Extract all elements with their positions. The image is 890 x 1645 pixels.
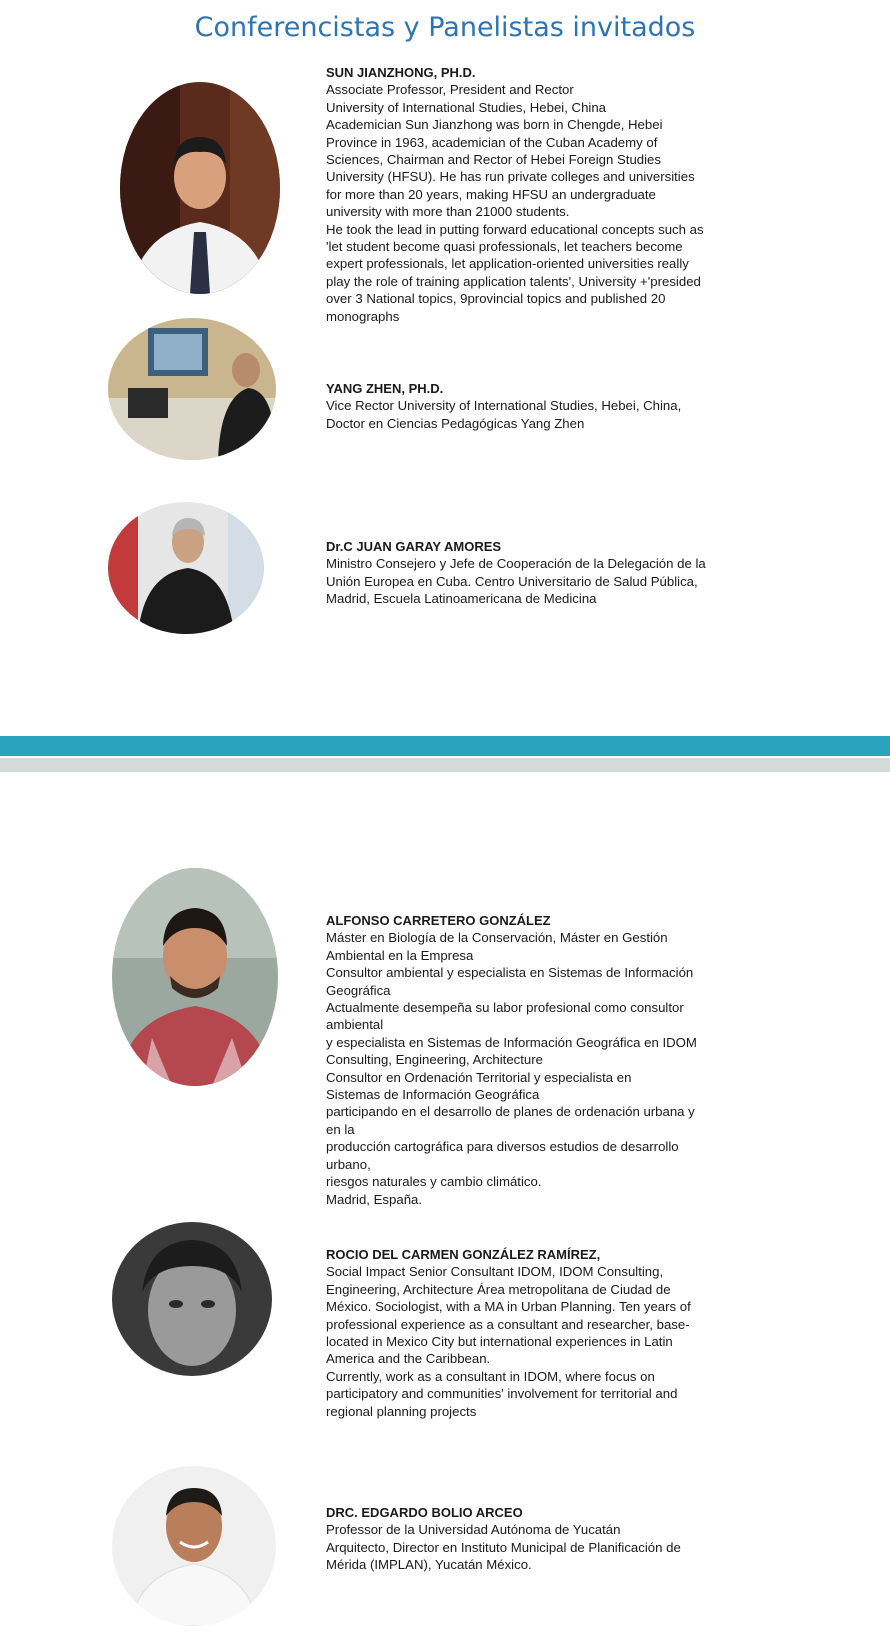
bio-line: Doctor en Ciencias Pedagógicas Yang Zhen <box>326 415 585 431</box>
bio-line: participatory and communities' involvement for territorial and <box>326 1386 678 1402</box>
bio-line: ambiental <box>326 1017 384 1033</box>
divider-teal <box>0 736 890 756</box>
bio-line: 'let student become quasi professionals, let teachers become <box>326 239 683 255</box>
bio-line: Province in 1963, academician of the Cuban Academy of <box>326 134 658 150</box>
bio-line: Vice Rector University of International Studies, Hebei, China, <box>326 398 682 414</box>
bio-line: America and the Caribbean. <box>326 1351 491 1367</box>
bio-line: Professor de la Universidad Autónoma de Yucatán <box>326 1522 621 1538</box>
bio-line: expert professionals, let application-oriented universities really <box>326 256 689 272</box>
bio-line: Mérida (IMPLAN), Yucatán México. <box>326 1557 532 1573</box>
bio-line: Ministro Consejero y Jefe de Cooperación de la Delegación de la <box>326 556 706 572</box>
bio-line: Consultor en Ordenación Territorial y especialista en <box>326 1069 632 1085</box>
bio-line: Consulting, Engineering, Architecture <box>326 1052 543 1068</box>
bio-line: y especialista en Sistemas de Información Geográfica en IDOM <box>326 1034 697 1050</box>
bio-line: Madrid, España. <box>326 1191 423 1207</box>
bio-line: monographs <box>326 308 400 324</box>
bio-line: University of International Studies, Hebei, China <box>326 99 607 115</box>
bio-line: Sciences, Chairman and Rector of Hebei Foreign Studies <box>326 152 661 168</box>
speaker-name: Dr.C JUAN GARAY AMORES <box>326 539 502 554</box>
bio-line: play the role of training application talents', University +'presided <box>326 273 701 289</box>
page-title: Conferencistas y Panelistas invitados <box>194 12 696 43</box>
speaker-info-sun-jianzhong <box>326 64 766 325</box>
bio-line: over 3 National topics, 9provincial topics and published 20 <box>326 291 666 307</box>
bio-line: Ambiental en la Empresa <box>326 947 474 963</box>
speaker-info-edgardo-bolio <box>326 1504 766 1574</box>
bio-line: Geográfica <box>326 982 391 998</box>
bio-line: participando en el desarrollo de planes de ordenación urbana y <box>326 1104 695 1120</box>
speaker-info-rocio-gonzalez <box>326 1246 766 1420</box>
speaker-photo-yang-zhen <box>108 318 276 460</box>
bio-line: regional planning projects <box>326 1403 477 1419</box>
bio-line: Engineering, Architecture Área metropolitana de Ciudad de <box>326 1281 671 1297</box>
speaker-name: SUN JIANZHONG, PH.D. <box>326 65 476 80</box>
bio-line: Social Impact Senior Consultant IDOM, IDOM Consulting, <box>326 1264 664 1280</box>
bio-line: Arquitecto, Director en Instituto Municipal de Planificación de <box>326 1539 681 1555</box>
bio-line: He took the lead in putting forward educational concepts such as <box>326 221 704 237</box>
speaker-name: DRC. EDGARDO BOLIO ARCEO <box>326 1505 523 1520</box>
bio-line: Sistemas de Información Geográfica <box>326 1087 540 1103</box>
speaker-photo-juan-garay-amores <box>108 502 264 634</box>
speaker-photo-alfonso-carretero <box>112 868 278 1086</box>
bio-line: Unión Europea en Cuba. Centro Universitario de Salud Pública, <box>326 573 698 589</box>
speaker-info-alfonso-carretero <box>326 912 766 1208</box>
bio-line: urbano, <box>326 1156 371 1172</box>
bio-line: Associate Professor, President and Rector <box>326 82 574 98</box>
bio-line: for more than 20 years, making HFSU an undergraduate <box>326 186 656 202</box>
speaker-name: YANG ZHEN, PH.D. <box>326 381 444 396</box>
bio-line: Consultor ambiental y especialista en Sistemas de Información <box>326 965 694 981</box>
bio-line: located in Mexico City but international experiences in Latin <box>326 1334 673 1350</box>
bio-line: university with more than 21000 students. <box>326 204 570 220</box>
bio-line: riesgos naturales y cambio climático. <box>326 1174 542 1190</box>
speaker-name: ALFONSO CARRETERO GONZÁLEZ <box>326 913 551 928</box>
bio-line: Currently, work as a consultant in IDOM, where focus on <box>326 1368 655 1384</box>
bio-line: Academician Sun Jianzhong was born in Chengde, Hebei <box>326 117 663 133</box>
speaker-info-juan-garay-amores <box>326 538 766 608</box>
bio-line: Máster en Biología de la Conservación, Máster en Gestión <box>326 930 668 946</box>
speaker-name: ROCIO DEL CARMEN GONZÁLEZ RAMÍREZ, <box>326 1247 601 1262</box>
bio-line: Actualmente desempeña su labor profesional como consultor <box>326 1000 684 1016</box>
bio-line: University (HFSU). He has run private colleges and universities <box>326 169 695 185</box>
bio-line: México. Sociologist, with a MA in Urban Planning. Ten years of <box>326 1299 691 1315</box>
bio-line: en la <box>326 1121 355 1137</box>
divider-grey <box>0 758 890 772</box>
bio-line: producción cartográfica para diversos estudios de desarrollo <box>326 1139 679 1155</box>
speaker-photo-sun-jianzhong <box>120 82 280 294</box>
speaker-photo-edgardo-bolio <box>112 1466 276 1626</box>
speaker-info-yang-zhen <box>326 380 766 432</box>
bio-line: professional experience as a consultant and researcher, base- <box>326 1316 690 1332</box>
bio-line: Madrid, Escuela Latinoamericana de Medicina <box>326 591 597 607</box>
speaker-photo-rocio-gonzalez <box>112 1222 272 1376</box>
